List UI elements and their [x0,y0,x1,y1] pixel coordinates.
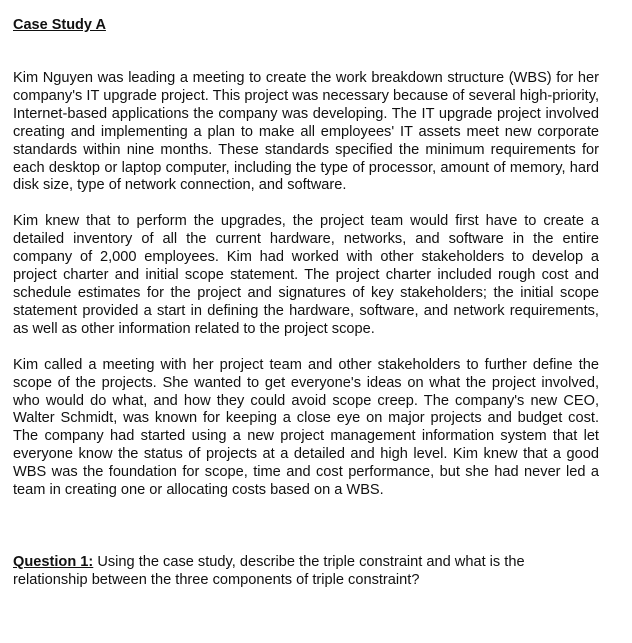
paragraph-2: Kim knew that to perform the upgrades, the project team would first have to create a detailed inventory of all the current hardware, networks, and software in the entire company of 2,000 employees. Kim had worked with other stakeholders to develop a project charter and initial scope statement. The project charter included rough cost and schedule estimates for the project and signatures of key stakeholders; the initial scope statement provided a start in defining the hardware, software, and network requirements, as well as other information related to the project scope. [13,213,599,337]
case-study-heading: Case Study A [13,17,106,33]
paragraph-1: Kim Nguyen was leading a meeting to create the work breakdown structure (WBS) for her company's IT upgrade project. This project was necessary because of several high-priority, Internet-based applications the company was developing. The IT upgrade project involved creating and implementing a plan to make all employees' IT assets meet new corporate standards within nine months. These standards specified the minimum requirements for each desktop or laptop computer, including the type of processor, amount of memory, hard disk size, type of network connection, and software. [13,70,599,194]
question-label: Question 1: [13,553,94,570]
question-text: Using the case study, describe the triple constraint and what is the relationship between the three components of triple constraint? [13,553,525,588]
paragraph-3: Kim called a meeting with her project team and other stakeholders to further define the scope of the projects. She wanted to get everyone's ideas on what the project involved, who would do what, and how they could avoid scope creep. The company's new CEO, Walter Schmidt, was known for keeping a close eye on major projects and budget cost. The company had started using a new project management information system that let everyone know the status of projects at a detailed and high level. Kim knew that a good WBS was the foundation for scope, time and cost performance, but she had never led a team in creating one or allocating costs based on a WBS. [13,356,599,499]
question-1 [13,554,599,590]
